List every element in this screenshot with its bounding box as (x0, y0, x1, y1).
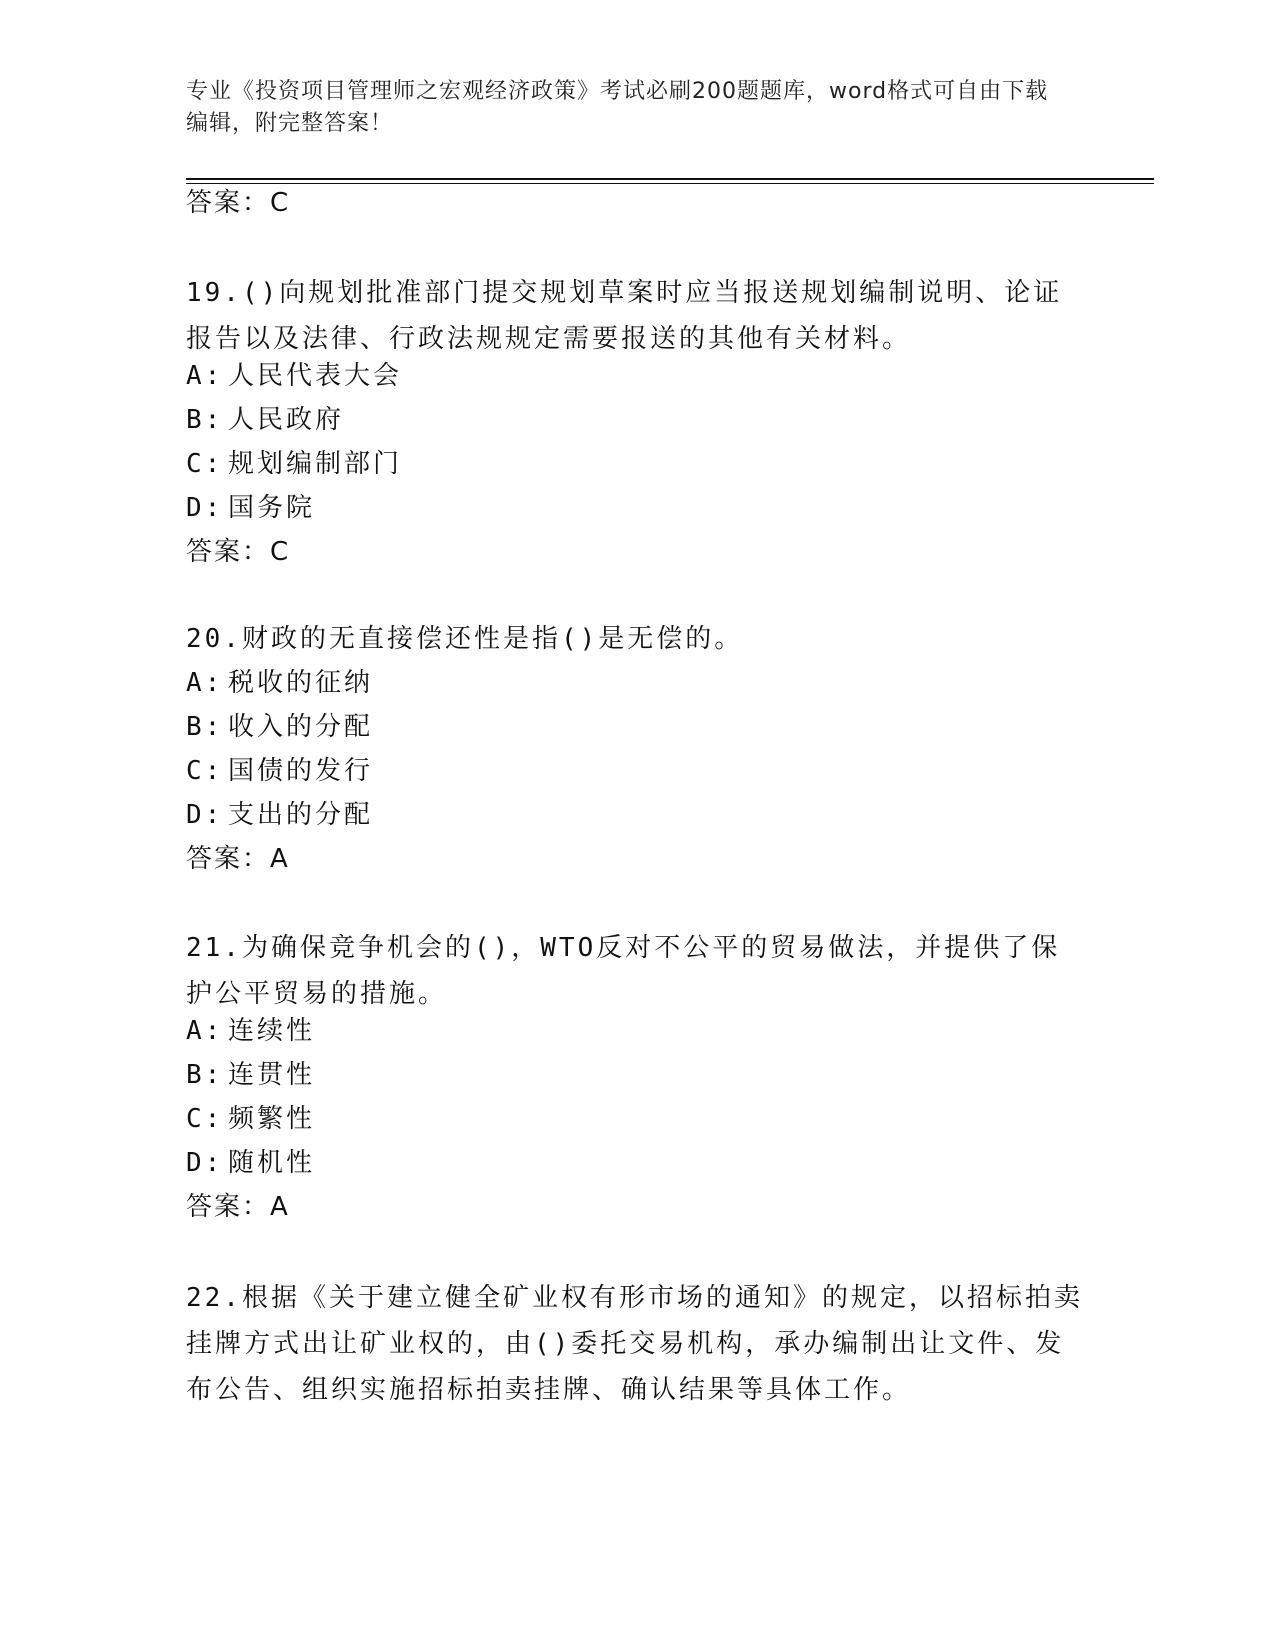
question-19-option-c (186, 446, 402, 482)
option-label: A: (186, 361, 224, 391)
option-label: C: (186, 1104, 224, 1134)
answer-prev: 答案：C (186, 188, 291, 218)
option-text: 随机性 (228, 1148, 316, 1178)
option-label: D: (186, 493, 224, 523)
option-text: 规划编制部门 (228, 449, 403, 479)
option-text: 税收的征纳 (228, 668, 374, 698)
question-21-answer: 答案：A (186, 1192, 290, 1222)
option-label: D: (186, 1148, 224, 1178)
option-text: 人民代表大会 (228, 361, 403, 391)
option-label: C: (186, 756, 224, 786)
option-text: 连续性 (228, 1016, 316, 1046)
question-19-answer: 答案：C (186, 537, 291, 567)
question-21-text: 21.为确保竞争机会的()，WTO反对不公平的贸易做法，并提供了保护公平贸易的措施。 (186, 933, 1061, 1009)
question-19-option-d (186, 490, 315, 526)
option-label: A: (186, 1016, 224, 1046)
option-text: 收入的分配 (228, 712, 374, 742)
question-21-option-d (186, 1145, 315, 1181)
question-20-option-d (186, 797, 373, 833)
option-label: C: (186, 449, 224, 479)
question-20-text: 20.财政的无直接偿还性是指()是无偿的。 (186, 624, 744, 654)
option-label: B: (186, 1060, 224, 1090)
option-text: 国务院 (228, 493, 316, 523)
question-19-option-a (186, 358, 402, 394)
question-21-option-c (186, 1101, 315, 1137)
question-20-answer: 答案：A (186, 844, 290, 874)
header-divider (186, 178, 1154, 180)
option-text: 支出的分配 (228, 800, 374, 830)
option-label: B: (186, 405, 224, 435)
question-20-option-b (186, 709, 373, 745)
header-divider-thin (186, 183, 1154, 184)
question-22-text: 22.根据《关于建立健全矿业权有形市场的通知》的规定，以招标拍卖挂牌方式出让矿业权的，由()委托交易机构，承办编制出让文件、发布公告、组织实施招标拍卖挂牌、确认结果等具体工作。 (186, 1283, 1083, 1405)
question-19-text: 19.()向规划批准部门提交规划草案时应当报送规划编制说明、论证报告以及法律、行政法规规定需要报送的其他有关材料。 (186, 278, 1063, 354)
option-text: 连贯性 (228, 1060, 316, 1090)
question-21-option-a (186, 1013, 315, 1049)
option-text: 频繁性 (228, 1104, 316, 1134)
question-20-option-c (186, 753, 373, 789)
option-label: B: (186, 712, 224, 742)
question-21-option-b (186, 1057, 315, 1093)
document-header: 专业《投资项目管理师之宏观经济政策》考试必刷200题题库，word格式可自由下载编辑，附完整答案！ (186, 79, 1049, 136)
option-label: D: (186, 800, 224, 830)
option-label: A: (186, 668, 224, 698)
option-text: 国债的发行 (228, 756, 374, 786)
question-20-option-a (186, 665, 373, 701)
option-text: 人民政府 (228, 405, 345, 435)
question-19-option-b (186, 402, 344, 438)
